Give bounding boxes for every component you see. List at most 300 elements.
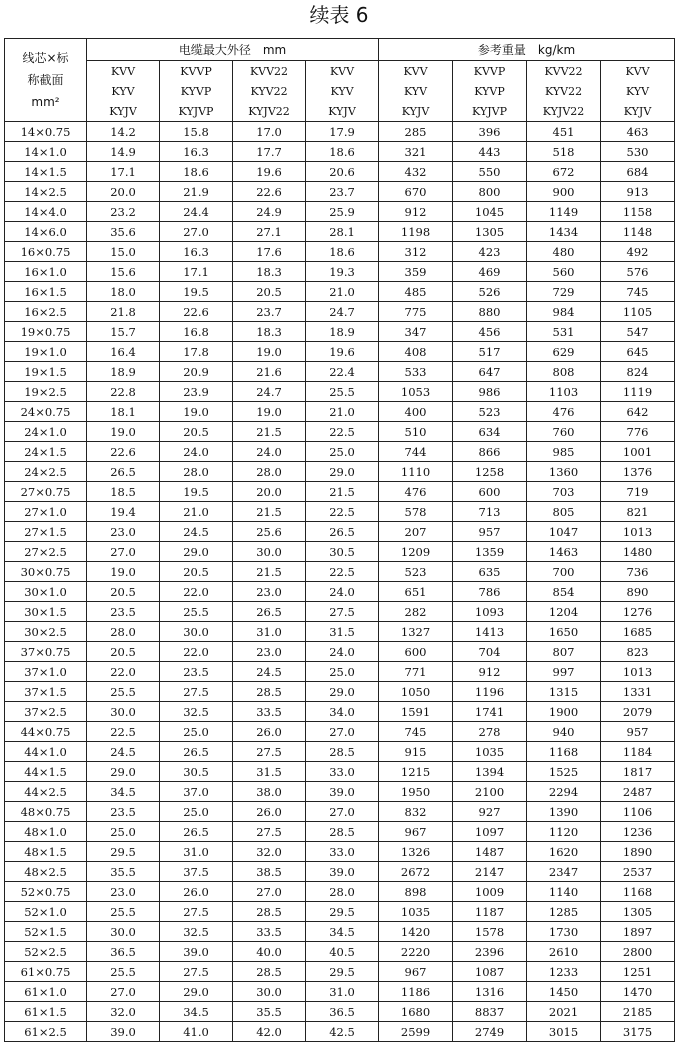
weight-cell: 347 (379, 322, 453, 342)
weight-cell: 423 (453, 242, 527, 262)
column-model-label: KYV22 (527, 81, 601, 101)
weight-cell: 1685 (601, 622, 675, 642)
table-row (5, 242, 675, 262)
weight-cell: 771 (379, 662, 453, 682)
diameter-cell: 33.0 (306, 762, 379, 782)
spec-cell: 48×1.0 (5, 822, 87, 842)
weight-cell: 1013 (601, 522, 675, 542)
weight-cell: 1233 (527, 962, 601, 982)
column-model-label: KVVP (160, 61, 233, 82)
spec-cell: 48×1.5 (5, 842, 87, 862)
table-row (5, 142, 675, 162)
diameter-cell: 20.5 (87, 642, 160, 662)
table-row (5, 522, 675, 542)
weight-cell: 1327 (379, 622, 453, 642)
weight-cell: 312 (379, 242, 453, 262)
spec-cell: 61×0.75 (5, 962, 87, 982)
weight-cell: 890 (601, 582, 675, 602)
diameter-cell: 31.5 (306, 622, 379, 642)
diameter-cell: 23.9 (160, 382, 233, 402)
diameter-cell: 18.5 (87, 482, 160, 502)
weight-cell: 1119 (601, 382, 675, 402)
diameter-cell: 17.1 (160, 262, 233, 282)
weight-cell: 651 (379, 582, 453, 602)
spec-cell: 27×1.0 (5, 502, 87, 522)
diameter-cell: 31.0 (233, 622, 306, 642)
diameter-cell: 28.5 (306, 742, 379, 762)
table-row (5, 122, 675, 142)
column-model-label: KYJV22 (233, 101, 306, 122)
diameter-cell: 31.0 (306, 982, 379, 1002)
weight-cell: 1050 (379, 682, 453, 702)
column-model-label: KYV (306, 81, 379, 101)
spec-cell: 14×6.0 (5, 222, 87, 242)
weight-cell: 1045 (453, 202, 527, 222)
cable-spec-table (4, 38, 675, 1042)
diameter-cell: 15.6 (87, 262, 160, 282)
weight-cell: 736 (601, 562, 675, 582)
diameter-cell: 39.0 (87, 1022, 160, 1042)
weight-cell: 1450 (527, 982, 601, 1002)
diameter-cell: 14.2 (87, 122, 160, 142)
weight-cell: 985 (527, 442, 601, 462)
table-row (5, 642, 675, 662)
weight-cell: 927 (453, 802, 527, 822)
table-row (5, 262, 675, 282)
weight-cell: 3015 (527, 1022, 601, 1042)
diameter-cell: 18.0 (87, 282, 160, 302)
diameter-cell: 22.5 (306, 422, 379, 442)
diameter-cell: 21.6 (233, 362, 306, 382)
weight-cell: 1434 (527, 222, 601, 242)
diameter-cell: 33.5 (233, 922, 306, 942)
diameter-cell: 25.0 (87, 822, 160, 842)
weight-cell: 1470 (601, 982, 675, 1002)
diameter-cell: 30.5 (160, 762, 233, 782)
table-row (5, 322, 675, 342)
weight-cell: 1204 (527, 602, 601, 622)
diameter-cell: 18.1 (87, 402, 160, 422)
weight-cell: 2537 (601, 862, 675, 882)
weight-cell: 823 (601, 642, 675, 662)
diameter-cell: 24.0 (306, 642, 379, 662)
diameter-cell: 29.0 (160, 542, 233, 562)
weight-cell: 480 (527, 242, 601, 262)
diameter-cell: 22.5 (306, 562, 379, 582)
weight-cell: 1360 (527, 462, 601, 482)
diameter-cell: 20.0 (233, 482, 306, 502)
diameter-cell: 42.0 (233, 1022, 306, 1042)
table-row (5, 422, 675, 442)
spec-cell: 44×1.5 (5, 762, 87, 782)
diameter-cell: 19.4 (87, 502, 160, 522)
diameter-cell: 30.5 (306, 542, 379, 562)
diameter-cell: 25.0 (160, 722, 233, 742)
table-row (5, 802, 675, 822)
diameter-cell: 29.5 (306, 902, 379, 922)
weight-cell: 700 (527, 562, 601, 582)
table-row (5, 542, 675, 562)
table-row (5, 502, 675, 522)
table-row (5, 282, 675, 302)
weight-cell: 1730 (527, 922, 601, 942)
weight-cell: 645 (601, 342, 675, 362)
spec-cell: 48×0.75 (5, 802, 87, 822)
weight-cell: 1680 (379, 1002, 453, 1022)
row-header-line-2: 称截面 (27, 73, 64, 87)
column-model-label: KYJV (379, 101, 453, 122)
diameter-cell: 22.6 (87, 442, 160, 462)
diameter-cell: 29.0 (306, 682, 379, 702)
weight-cell: 2672 (379, 862, 453, 882)
weight-cell: 1258 (453, 462, 527, 482)
weight-cell: 880 (453, 302, 527, 322)
weight-cell: 1326 (379, 842, 453, 862)
weight-cell: 278 (453, 722, 527, 742)
diameter-cell: 16.8 (160, 322, 233, 342)
weight-cell: 2185 (601, 1002, 675, 1022)
weight-cell: 775 (379, 302, 453, 322)
diameter-cell: 20.9 (160, 362, 233, 382)
weight-cell: 647 (453, 362, 527, 382)
diameter-cell: 34.0 (306, 702, 379, 722)
column-model-label: KVV22 (233, 61, 306, 82)
diameter-cell: 17.0 (233, 122, 306, 142)
diameter-cell: 28.0 (306, 882, 379, 902)
weight-cell: 1184 (601, 742, 675, 762)
diameter-cell: 34.5 (306, 922, 379, 942)
weight-cell: 476 (527, 402, 601, 422)
weight-cell: 1001 (601, 442, 675, 462)
diameter-cell: 30.0 (87, 922, 160, 942)
diameter-cell: 28.5 (233, 962, 306, 982)
weight-cell: 807 (527, 642, 601, 662)
diameter-cell: 17.6 (233, 242, 306, 262)
weight-cell: 2147 (453, 862, 527, 882)
diameter-cell: 25.0 (306, 442, 379, 462)
weight-cell: 510 (379, 422, 453, 442)
diameter-cell: 16.3 (160, 242, 233, 262)
diameter-cell: 18.6 (306, 142, 379, 162)
diameter-cell: 37.5 (160, 862, 233, 882)
weight-cell: 1817 (601, 762, 675, 782)
diameter-cell: 21.0 (306, 402, 379, 422)
spec-cell: 52×1.5 (5, 922, 87, 942)
weight-cell: 456 (453, 322, 527, 342)
diameter-cell: 20.0 (87, 182, 160, 202)
table-row (5, 362, 675, 382)
diameter-cell: 24.5 (160, 522, 233, 542)
spec-cell: 61×1.5 (5, 1002, 87, 1022)
weight-cell: 2396 (453, 942, 527, 962)
weight-cell: 967 (379, 962, 453, 982)
diameter-cell: 19.0 (160, 402, 233, 422)
weight-cell: 1525 (527, 762, 601, 782)
diameter-cell: 19.0 (233, 402, 306, 422)
table-row (5, 982, 675, 1002)
weight-cell: 3175 (601, 1022, 675, 1042)
diameter-cell: 35.5 (233, 1002, 306, 1022)
diameter-cell: 26.0 (160, 882, 233, 902)
weight-cell: 744 (379, 442, 453, 462)
spec-cell: 24×1.0 (5, 422, 87, 442)
diameter-cell: 29.0 (160, 982, 233, 1002)
weight-cell: 523 (379, 562, 453, 582)
diameter-cell: 26.5 (306, 522, 379, 542)
diameter-cell: 27.5 (160, 902, 233, 922)
diameter-cell: 24.7 (306, 302, 379, 322)
weight-cell: 670 (379, 182, 453, 202)
weight-cell: 1620 (527, 842, 601, 862)
weight-cell: 997 (527, 662, 601, 682)
spec-cell: 30×1.0 (5, 582, 87, 602)
diameter-cell: 17.1 (87, 162, 160, 182)
weight-cell: 1390 (527, 802, 601, 822)
weight-cell: 1420 (379, 922, 453, 942)
page-title: 续表 6 (309, 3, 369, 27)
spec-cell: 48×2.5 (5, 862, 87, 882)
weight-cell: 2800 (601, 942, 675, 962)
diameter-cell: 27.5 (306, 602, 379, 622)
weight-cell: 1890 (601, 842, 675, 862)
spec-cell: 61×2.5 (5, 1022, 87, 1042)
diameter-cell: 24.5 (87, 742, 160, 762)
weight-cell: 1093 (453, 602, 527, 622)
diameter-cell: 23.0 (87, 882, 160, 902)
diameter-cell: 33.0 (306, 842, 379, 862)
weight-cell: 282 (379, 602, 453, 622)
table-row (5, 902, 675, 922)
diameter-cell: 27.0 (306, 722, 379, 742)
weight-cell: 396 (453, 122, 527, 142)
weight-cell: 967 (379, 822, 453, 842)
weight-cell: 1215 (379, 762, 453, 782)
column-model-label: KYV (379, 81, 453, 101)
diameter-cell: 39.0 (306, 782, 379, 802)
diameter-cell: 19.5 (160, 282, 233, 302)
diameter-cell: 36.5 (306, 1002, 379, 1022)
weight-cell: 285 (379, 122, 453, 142)
diameter-cell: 28.5 (306, 822, 379, 842)
weight-cell: 900 (527, 182, 601, 202)
spec-cell: 14×0.75 (5, 122, 87, 142)
weight-cell: 957 (601, 722, 675, 742)
diameter-cell: 38.0 (233, 782, 306, 802)
diameter-cell: 32.5 (160, 702, 233, 722)
spec-cell: 30×1.5 (5, 602, 87, 622)
weight-cell: 672 (527, 162, 601, 182)
row-header-line-3: mm² (31, 95, 60, 109)
diameter-cell: 22.0 (87, 662, 160, 682)
weight-cell: 1480 (601, 542, 675, 562)
diameter-cell: 28.0 (233, 462, 306, 482)
column-model-label: KYJV (601, 101, 675, 122)
table-row (5, 182, 675, 202)
diameter-cell: 24.9 (233, 202, 306, 222)
weight-cell: 805 (527, 502, 601, 522)
table-row (5, 882, 675, 902)
diameter-cell: 25.9 (306, 202, 379, 222)
diameter-cell: 20.5 (87, 582, 160, 602)
weight-cell: 1900 (527, 702, 601, 722)
diameter-cell: 32.0 (233, 842, 306, 862)
diameter-cell: 28.5 (233, 682, 306, 702)
weight-cell: 940 (527, 722, 601, 742)
diameter-cell: 22.0 (160, 642, 233, 662)
diameter-cell: 30.0 (233, 542, 306, 562)
spec-cell: 14×4.0 (5, 202, 87, 222)
diameter-cell: 30.0 (87, 702, 160, 722)
diameter-cell: 25.0 (306, 662, 379, 682)
table-row (5, 922, 675, 942)
diameter-cell: 31.0 (160, 842, 233, 862)
diameter-cell: 26.5 (87, 462, 160, 482)
diameter-cell: 28.0 (87, 622, 160, 642)
column-model-label: KYJV22 (527, 101, 601, 122)
diameter-cell: 34.5 (160, 1002, 233, 1022)
spec-cell: 24×1.5 (5, 442, 87, 462)
diameter-cell: 19.0 (87, 562, 160, 582)
weight-cell: 400 (379, 402, 453, 422)
diameter-cell: 16.4 (87, 342, 160, 362)
weight-cell: 1487 (453, 842, 527, 862)
weight-cell: 1316 (453, 982, 527, 1002)
diameter-cell: 21.5 (233, 562, 306, 582)
weight-cell: 824 (601, 362, 675, 382)
spec-cell: 44×1.0 (5, 742, 87, 762)
weight-cell: 1187 (453, 902, 527, 922)
diameter-cell: 25.5 (87, 682, 160, 702)
weight-cell: 1013 (601, 662, 675, 682)
diameter-cell: 19.0 (233, 342, 306, 362)
spec-cell: 37×0.75 (5, 642, 87, 662)
diameter-cell: 28.0 (160, 462, 233, 482)
spec-cell: 52×0.75 (5, 882, 87, 902)
diameter-cell: 21.9 (160, 182, 233, 202)
weight-cell: 2079 (601, 702, 675, 722)
diameter-cell: 35.6 (87, 222, 160, 242)
table-body (5, 122, 675, 1042)
diameter-cell: 17.7 (233, 142, 306, 162)
diameter-cell: 20.5 (233, 282, 306, 302)
weight-cell: 1198 (379, 222, 453, 242)
weight-cell: 1168 (527, 742, 601, 762)
diameter-cell: 37.0 (160, 782, 233, 802)
weight-cell: 1376 (601, 462, 675, 482)
weight-cell: 1186 (379, 982, 453, 1002)
spec-cell: 14×1.0 (5, 142, 87, 162)
diameter-cell: 22.6 (160, 302, 233, 322)
diameter-cell: 24.0 (306, 582, 379, 602)
weight-cell: 408 (379, 342, 453, 362)
weight-cell: 1149 (527, 202, 601, 222)
weight-cell: 321 (379, 142, 453, 162)
weight-cell: 1168 (601, 882, 675, 902)
weight-cell: 2021 (527, 1002, 601, 1022)
diameter-cell: 22.5 (306, 502, 379, 522)
diameter-cell: 21.5 (233, 422, 306, 442)
table-row (5, 1022, 675, 1042)
weight-cell: 786 (453, 582, 527, 602)
diameter-cell: 27.0 (306, 802, 379, 822)
weight-cell: 451 (527, 122, 601, 142)
diameter-cell: 38.5 (233, 862, 306, 882)
weight-cell: 485 (379, 282, 453, 302)
weight-cell: 1035 (379, 902, 453, 922)
weight-cell: 1120 (527, 822, 601, 842)
diameter-cell: 15.7 (87, 322, 160, 342)
diameter-cell: 24.0 (233, 442, 306, 462)
spec-cell: 52×1.0 (5, 902, 87, 922)
weight-cell: 1305 (453, 222, 527, 242)
diameter-cell: 21.5 (306, 482, 379, 502)
diameter-cell: 27.1 (233, 222, 306, 242)
diameter-cell: 28.1 (306, 222, 379, 242)
column-model-label: KYJVP (160, 101, 233, 122)
spec-cell: 19×1.0 (5, 342, 87, 362)
weight-cell: 898 (379, 882, 453, 902)
diameter-cell: 28.5 (233, 902, 306, 922)
diameter-cell: 21.8 (87, 302, 160, 322)
spec-cell: 19×2.5 (5, 382, 87, 402)
column-model-label: KYJV (306, 101, 379, 122)
diameter-cell: 25.5 (306, 382, 379, 402)
weight-cell: 986 (453, 382, 527, 402)
spec-cell: 30×0.75 (5, 562, 87, 582)
weight-cell: 854 (527, 582, 601, 602)
diameter-cell: 19.5 (160, 482, 233, 502)
diameter-cell: 22.8 (87, 382, 160, 402)
diameter-cell: 39.0 (160, 942, 233, 962)
diameter-cell: 23.5 (87, 602, 160, 622)
diameter-cell: 25.5 (87, 902, 160, 922)
table-row (5, 942, 675, 962)
weight-cell: 1148 (601, 222, 675, 242)
weight-cell: 2294 (527, 782, 601, 802)
diameter-cell: 41.0 (160, 1022, 233, 1042)
weight-cell: 1276 (601, 602, 675, 622)
diameter-cell: 23.7 (233, 302, 306, 322)
diameter-cell: 22.6 (233, 182, 306, 202)
diameter-cell: 26.0 (233, 802, 306, 822)
diameter-cell: 23.0 (87, 522, 160, 542)
table-row (5, 702, 675, 722)
table-row (5, 382, 675, 402)
weight-cell: 1035 (453, 742, 527, 762)
weight-cell: 629 (527, 342, 601, 362)
weight-cell: 1053 (379, 382, 453, 402)
weight-cell: 359 (379, 262, 453, 282)
diameter-cell: 36.5 (87, 942, 160, 962)
diameter-cell: 24.5 (233, 662, 306, 682)
diameter-cell: 42.5 (306, 1022, 379, 1042)
diameter-cell: 32.0 (87, 1002, 160, 1022)
diameter-cell: 19.3 (306, 262, 379, 282)
spec-cell: 27×1.5 (5, 522, 87, 542)
diameter-cell: 29.5 (306, 962, 379, 982)
diameter-cell: 16.3 (160, 142, 233, 162)
table-row (5, 782, 675, 802)
diameter-cell: 32.5 (160, 922, 233, 942)
column-model-label: KVV (306, 61, 379, 82)
weight-cell: 1105 (601, 302, 675, 322)
table-row (5, 822, 675, 842)
weight-cell: 915 (379, 742, 453, 762)
diameter-cell: 18.3 (233, 322, 306, 342)
spec-cell: 24×0.75 (5, 402, 87, 422)
weight-cell: 1106 (601, 802, 675, 822)
column-model-label: KVV (87, 61, 160, 82)
